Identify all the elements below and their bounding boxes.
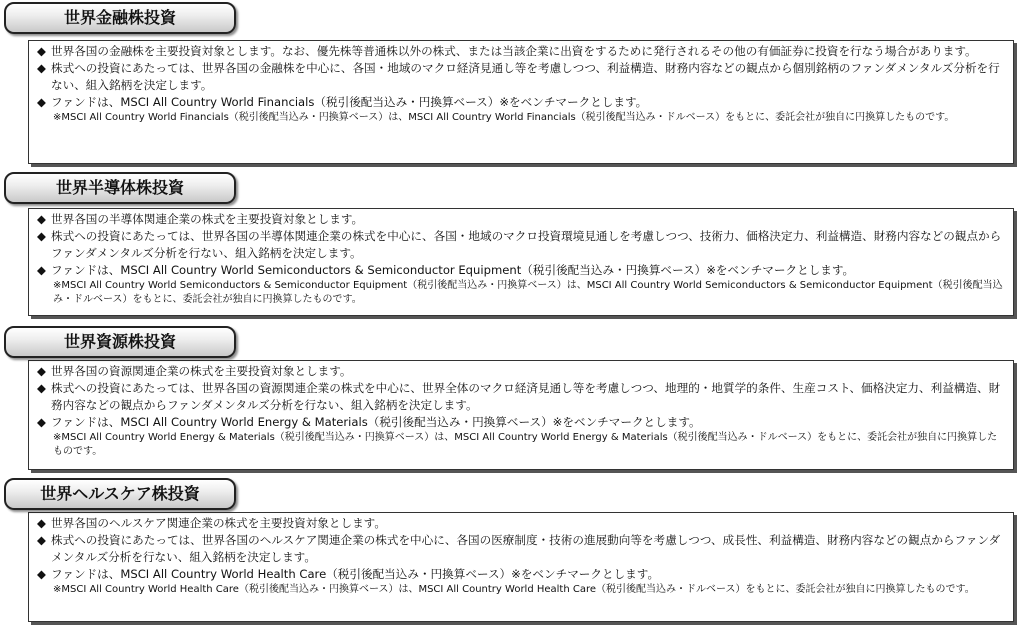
diamond-bullet-icon: ◆ <box>37 61 46 75</box>
bullet-item <box>37 532 1005 566</box>
footnote: ※MSCI All Country World Health Care（税引後配当込み・円換算ベース）は、MSCI All Country World Health Care（税引後配当込み・ドルベース）をもとに、委託会社が独自に円換算したものです。 <box>53 584 975 595</box>
section-title: 世界ヘルスケア株投資 <box>4 478 236 510</box>
diamond-bullet-icon: ◆ <box>37 516 46 530</box>
diamond-bullet-icon: ◆ <box>37 415 46 429</box>
section-body <box>28 208 1014 316</box>
section-body <box>28 512 1014 622</box>
bullet-text: 株式への投資にあたっては、世界各国の資源関連企業の株式を中心に、世界全体のマクロ経済見通し等を考慮しつつ、地理的・地質学的条件、生産コスト、価格決定力、利益構造、財務内容などの観点からファンダメンタルズ分析を行ない、組入銘柄を決定します。 <box>51 381 1001 412</box>
footnote: ※MSCI All Country World Energy & Materials（税引後配当込み・円換算ベース）は、MSCI All Country World Energy & Materials（税引後配当込み・ドルベース）をもとに、委託会社が独自に円換算したものです。 <box>53 432 998 457</box>
bullet-text: ファンドは、MSCI All Country World Health Care（税引後配当込み・円換算ベース）※をベンチマークとします。 <box>51 567 660 581</box>
bullet-item <box>37 94 1005 111</box>
diamond-bullet-icon: ◆ <box>37 44 46 58</box>
diamond-bullet-icon: ◆ <box>37 212 46 226</box>
bullet-text: ファンドは、MSCI All Country World Semiconductors & Semiconductor Equipment（税引後配当込み・円換算ベース）※をベンチマークとします。 <box>51 263 855 277</box>
diamond-bullet-icon: ◆ <box>37 364 46 378</box>
bullet-text: 株式への投資にあたっては、世界各国の金融株を中心に、各国・地域のマクロ経済見通し等を考慮しつつ、利益構造、財務内容などの観点から個別銘柄のファンダメンタルズ分析を行ない、組入銘柄を決定します。 <box>51 61 1000 92</box>
bullet-item <box>37 228 1005 262</box>
bullet-text: 世界各国の金融株を主要投資対象とします。なお、優先株等普通株以外の株式、または当該企業に出資をするために発行されるその他の有価証券に投資を行なう場合があります。 <box>51 44 977 58</box>
section-title: 世界資源株投資 <box>4 326 236 358</box>
bullet-item <box>37 566 1005 583</box>
diamond-bullet-icon: ◆ <box>37 229 46 243</box>
diamond-bullet-icon: ◆ <box>37 533 46 547</box>
bullet-item <box>37 414 1005 431</box>
bullet-text: 世界各国の資源関連企業の株式を主要投資対象とします。 <box>51 364 352 378</box>
bullet-item <box>37 60 1005 94</box>
bullet-text: 株式への投資にあたっては、世界各国の半導体関連企業の株式を中心に、各国・地域のマクロ投資環境見通しを考慮しつつ、技術力、価格決定力、利益構造、財務内容などの観点からファンダメンタルズ分析を行ない、組入銘柄を決定します。 <box>51 229 1002 260</box>
diamond-bullet-icon: ◆ <box>37 95 46 109</box>
section-title: 世界半導体株投資 <box>4 172 236 204</box>
diamond-bullet-icon: ◆ <box>37 263 46 277</box>
diamond-bullet-icon: ◆ <box>37 567 46 581</box>
bullet-text: ファンドは、MSCI All Country World Energy & Materials（税引後配当込み・円換算ベース）※をベンチマークとします。 <box>51 415 701 429</box>
bullet-text: 株式への投資にあたっては、世界各国のヘルスケア関連企業の株式を中心に、各国の医療制度・技術の進展動向等を考慮しつつ、成長性、利益構造、財務内容などの観点からファンダメンタルズ分析を行ない、組入銘柄を決定します。 <box>51 533 1001 564</box>
bullet-item <box>37 211 1005 228</box>
bullet-item <box>37 262 1005 279</box>
section-title: 世界金融株投資 <box>4 2 236 34</box>
bullet-text: ファンドは、MSCI All Country World Financials（税引後配当込み・円換算ベース）※をベンチマークとします。 <box>51 95 648 109</box>
bullet-item <box>37 380 1005 414</box>
section-body <box>28 360 1014 470</box>
bullet-item <box>37 515 1005 532</box>
bullet-text: 世界各国の半導体関連企業の株式を主要投資対象とします。 <box>51 212 364 226</box>
diamond-bullet-icon: ◆ <box>37 381 46 395</box>
footnote: ※MSCI All Country World Semiconductors & Semiconductor Equipment（税引後配当込み・円換算ベース）は、MSCI All Country World Semiconductors & Semiconductor Equipment（税引後配当込み・ドルベース）をもとに、委託会社が独自に円換算したものです。 <box>53 280 1003 305</box>
bullet-item <box>37 43 1005 60</box>
footnote: ※MSCI All Country World Financials（税引後配当込み・円換算ベース）は、MSCI All Country World Financials（税引後配当込み・ドルベース）をもとに、委託会社が独自に円換算したものです。 <box>53 112 955 123</box>
bullet-item <box>37 363 1005 380</box>
section-body <box>28 40 1014 164</box>
bullet-text: 世界各国のヘルスケア関連企業の株式を主要投資対象とします。 <box>51 516 386 530</box>
